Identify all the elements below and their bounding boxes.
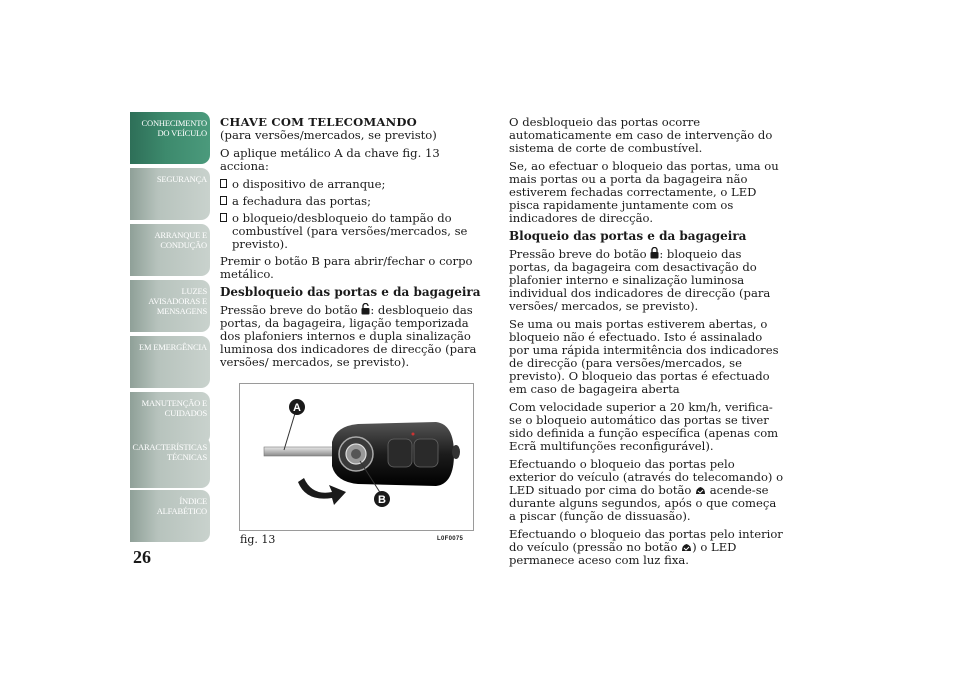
lock-icon	[650, 247, 659, 259]
key-illustration	[240, 384, 473, 530]
unlock-text: Pressão breve do botão : desbloqueio das portas, da bagageira, ligação temporizada dos plafoniers internos e dupla sinalização luminosa dos indicadores de direcção (para versões/ mercados, se previsto).	[220, 303, 477, 369]
tab-manutencao[interactable]: MANUTENÇÃO E CUIDADOS	[130, 392, 210, 444]
paragraph: Se uma ou mais portas estiverem abertas, o bloqueio não é efectuado. Isto é assinalado por uma rápida intermitência dos indicadores de direcção (para versões/mercados, se previsto). O bloqueio das portas é efectuado em caso de bagageira aberta	[509, 317, 779, 396]
key-lock-icon	[695, 485, 706, 495]
lock-button	[388, 439, 412, 467]
tab-conhecimento[interactable]: CONHECIMENTO DO VEÍCULO	[130, 112, 210, 164]
paragraph: Com velocidade superior a 20 km/h, verifica-se o bloqueio automático das portas se tiver sido definida a função específica (apenas com Ecrã multifunções reconfigurável).	[509, 400, 779, 453]
lock-text: Pressão breve do botão : bloqueio das portas, da bagageira com desactivação do plafonier interno e sinalização luminosa individual dos indicadores de direcção (para versões/ mercados, se previsto).	[509, 247, 771, 313]
unlock-icon	[361, 303, 370, 315]
right-column	[509, 116, 785, 572]
checkbox-bullet-icon	[220, 196, 227, 205]
paragraph: Efectuando o bloqueio das portas pelo interior do veículo (pressão no botão ) o LED permanece aceso com luz fixa.	[509, 527, 783, 567]
press-text: Premir o botão B para abrir/fechar o corpo metálico.	[220, 254, 473, 281]
led	[412, 433, 415, 436]
list-item: o bloqueio/desbloqueio do tampão do combustível (para versões/mercados, se previsto).	[220, 212, 492, 251]
intro-text: O aplique metálico A da chave fig. 13 acciona:	[220, 146, 440, 173]
unlock-heading: Desbloqueio das portas e da bagageira	[220, 285, 481, 299]
tab-caracteristicas[interactable]: CARACTERÍSTICAS TÉCNICAS	[130, 436, 210, 488]
section-subtitle: (para versões/mercados, se previsto)	[220, 128, 437, 142]
list-item: o dispositivo de arranque;	[220, 178, 492, 191]
checkbox-bullet-icon	[220, 213, 227, 222]
page-number: 26	[133, 547, 151, 567]
left-column	[220, 116, 492, 374]
figure-label: fig. 13	[240, 533, 276, 546]
svg-text:B: B	[378, 494, 386, 506]
paragraph: Efectuando o bloqueio das portas pelo exterior do veículo (através do telecomando) o LED situado por cima do botão acende-se durante alguns segundos, após o que começa a piscar (função de dissuasão).	[509, 457, 784, 523]
tab-seguranca[interactable]: SEGURANÇA	[130, 168, 210, 220]
lock-heading: Bloqueio das portas e da bagageira	[509, 229, 747, 243]
figure-13	[239, 383, 474, 531]
unlock-button	[414, 439, 438, 467]
checkbox-bullet-icon	[220, 179, 227, 188]
door-lock-icon	[681, 542, 692, 552]
figure-code: L0F0075	[437, 536, 464, 542]
svg-text:A: A	[293, 402, 301, 414]
section-title: CHAVE COM TELECOMANDO	[220, 115, 417, 129]
rotation-arrow-icon	[298, 478, 346, 505]
key-blade	[264, 447, 336, 456]
tab-emergencia[interactable]: EM EMERGÊNCIA	[130, 336, 210, 388]
leader-a	[284, 410, 296, 450]
paragraph: Se, ao efectuar o bloqueio das portas, uma ou mais portas ou a porta da bagageira não estiverem fechadas correctamente, o LED pisca rapidamente juntamente com os indicadores de direcção.	[509, 159, 779, 225]
tab-luzes[interactable]: LUZES AVISADORAS E MENSAGENS	[130, 280, 210, 332]
paragraph: O desbloqueio das portas ocorre automaticamente em caso de intervenção do sistema de corte de combustível.	[509, 115, 773, 155]
tab-arranque[interactable]: ARRANQUE E CONDUÇÃO	[130, 224, 210, 276]
list-item: a fechadura das portas;	[220, 195, 492, 208]
tab-indice[interactable]: ÍNDICE ALFABÉTICO	[130, 490, 210, 542]
